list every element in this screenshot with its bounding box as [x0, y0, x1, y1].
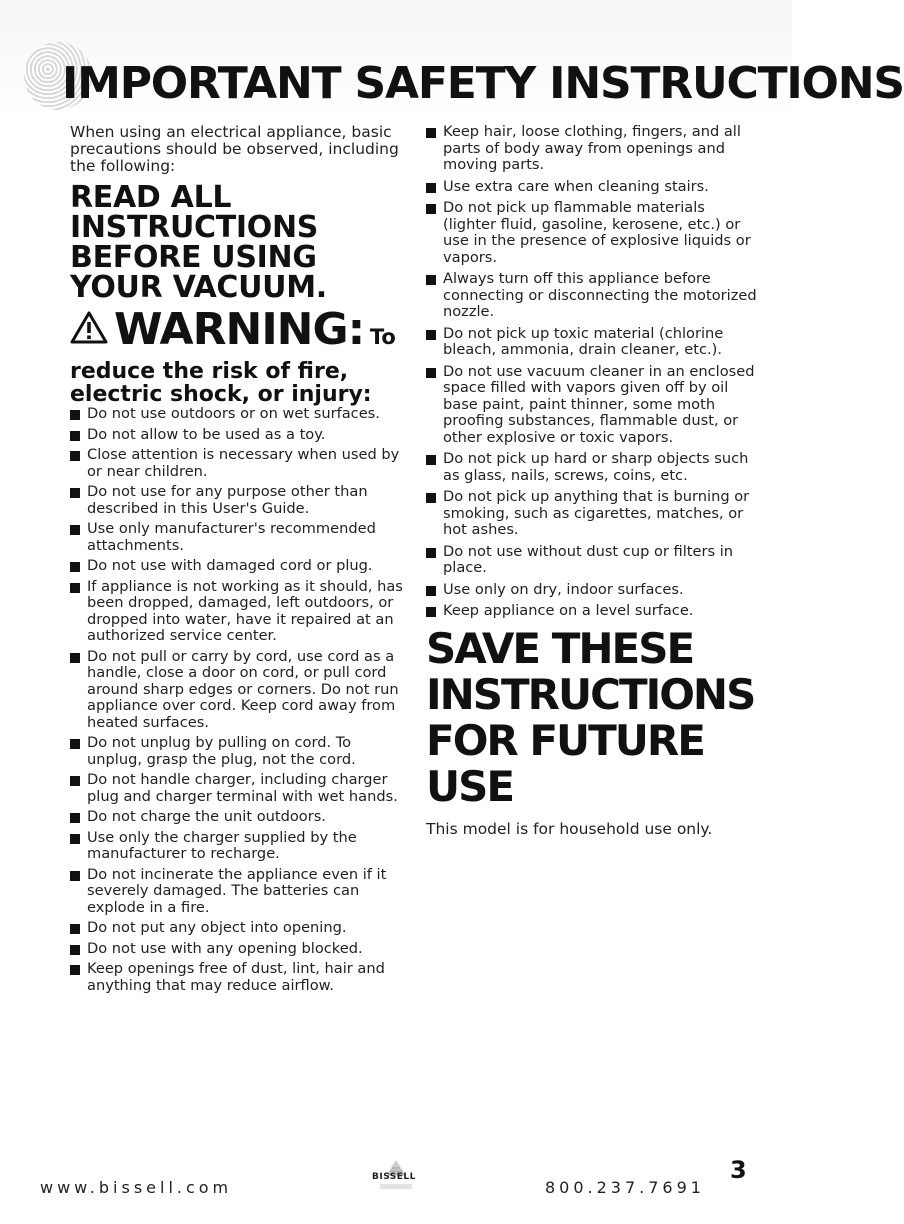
- bullet-square-icon: [426, 275, 436, 285]
- bullet-text: Do not put any object into opening.: [87, 919, 347, 936]
- bullet-square-icon: [70, 583, 80, 593]
- left-bullet-list: [70, 406, 408, 994]
- read-all-heading: READ ALL INSTRUCTIONS BEFORE USING YOUR VACUUM.: [70, 180, 327, 305]
- bullet-item: [426, 124, 762, 174]
- bullet-square-icon: [70, 834, 80, 844]
- bullet-square-icon: [70, 410, 80, 420]
- left-column: [70, 124, 408, 998]
- bullet-item: [70, 447, 408, 480]
- bullet-square-icon: [426, 607, 436, 617]
- bullet-square-icon: [70, 813, 80, 823]
- bullet-item: [426, 271, 762, 321]
- bullet-item: [70, 920, 408, 937]
- bullet-item: [70, 649, 408, 732]
- bullet-square-icon: [70, 965, 80, 975]
- bullet-item: [70, 406, 408, 423]
- bullet-text: If appliance is not working as it should, has been dropped, damaged, left outdoors, or dropped into water, have it repaired at an authorized service center.: [87, 577, 403, 644]
- bullet-item: [70, 735, 408, 768]
- bullet-text: Do not pick up hard or sharp objects such as glass, nails, screws, coins, etc.: [443, 450, 749, 484]
- warning-triangle-icon: [70, 310, 108, 360]
- bullet-square-icon: [70, 924, 80, 934]
- bullet-square-icon: [426, 493, 436, 503]
- warning-heading: [70, 304, 408, 360]
- bullet-square-icon: [70, 431, 80, 441]
- bullet-item: [70, 521, 408, 554]
- bullet-item: [426, 179, 762, 196]
- bullet-square-icon: [70, 871, 80, 881]
- intro-text: When using an electrical appliance, basic precautions should be observed, including the following:: [70, 123, 399, 175]
- bullet-text: Do not use without dust cup or filters in place.: [443, 542, 734, 576]
- bullet-square-icon: [426, 330, 436, 340]
- bullet-text: Do not pick up anything that is burning or smoking, such as cigarettes, matches, or hot ashes.: [443, 488, 750, 538]
- save-instructions-heading: SAVE THESE INSTRUCTIONS FOR FUTURE USE: [426, 623, 755, 811]
- footer-website: www.bissell.com: [40, 1178, 233, 1197]
- bullet-text: Do not use outdoors or on wet surfaces.: [87, 405, 380, 422]
- bullet-item: [426, 582, 762, 599]
- bullet-text: Do not use with any opening blocked.: [87, 939, 363, 957]
- bullet-item: [426, 489, 762, 539]
- bullet-square-icon: [70, 525, 80, 535]
- bullet-square-icon: [70, 945, 80, 955]
- bullet-item: [70, 558, 408, 575]
- household-note: This model is for household use only.: [426, 819, 713, 838]
- bullet-square-icon: [426, 586, 436, 596]
- bullet-text: Do not charge the unit outdoors.: [87, 808, 326, 825]
- bullet-text: Do not unplug by pulling on cord. To unplug, grasp the plug, not the cord.: [87, 734, 356, 768]
- bullet-item: [426, 364, 762, 447]
- bullet-text: Do not use vacuum cleaner in an enclosed space filled with vapors given off by oil base paint, paint thinner, some moth proofing substances, flammable dust, or other explosive or toxic vapors.: [443, 362, 755, 446]
- bullet-text: Do not use with damaged cord or plug.: [87, 557, 373, 574]
- footer-phone: 800.237.7691: [545, 1178, 705, 1197]
- bullet-item: [426, 603, 762, 620]
- bullet-text: Do not pick up toxic material (chlorine bleach, ammonia, drain cleaner, etc.).: [443, 324, 724, 358]
- bullet-item: [426, 326, 762, 359]
- bullet-text: Do not allow to be used as a toy.: [87, 425, 326, 443]
- bullet-item: [70, 579, 408, 645]
- bullet-text: Close attention is necessary when used by or near children.: [87, 446, 400, 480]
- bullet-square-icon: [70, 776, 80, 786]
- warning-word: WARNING:: [114, 304, 365, 355]
- bullet-text: Keep openings free of dust, lint, hair and anything that may reduce airflow.: [87, 960, 385, 994]
- logo-text: BISSELL: [372, 1172, 416, 1182]
- bullet-square-icon: [70, 562, 80, 572]
- bullet-item: [70, 830, 408, 863]
- bullet-text: Use only manufacturer's recommended attachments.: [87, 520, 376, 554]
- page-number: 3: [730, 1156, 747, 1184]
- bullet-square-icon: [426, 204, 436, 214]
- bullet-text: Always turn off this appliance before connecting or disconnecting the motorized nozzle.: [443, 270, 757, 320]
- bullet-item: [70, 809, 408, 826]
- bullet-text: Use extra care when cleaning stairs.: [443, 177, 709, 195]
- bullet-text: Do not incinerate the appliance even if it severely damaged. The batteries can explode in a fire.: [87, 865, 387, 916]
- bullet-text: Do not use for any purpose other than described in this User's Guide.: [87, 483, 368, 517]
- bullet-text: Keep appliance on a level surface.: [443, 602, 694, 619]
- bullet-text: Do not pull or carry by cord, use cord as a handle, close a door on cord, or pull cord around sharp edges or corners. Do not run appliance over cord. Keep cord away from heated surfaces.: [87, 647, 399, 731]
- bullet-square-icon: [70, 451, 80, 461]
- bullet-square-icon: [70, 739, 80, 749]
- bullet-square-icon: [426, 128, 436, 138]
- bullet-square-icon: [70, 488, 80, 498]
- bullet-square-icon: [426, 368, 436, 378]
- bullet-item: [70, 941, 408, 958]
- bullet-item: [70, 867, 408, 917]
- right-column: [426, 124, 762, 838]
- page-title: IMPORTANT SAFETY INSTRUCTIONS: [62, 58, 904, 109]
- bullet-item: [426, 200, 762, 266]
- bullet-square-icon: [70, 653, 80, 663]
- bullet-square-icon: [426, 455, 436, 465]
- bullet-square-icon: [426, 548, 436, 558]
- bullet-text: Use only on dry, indoor surfaces.: [443, 580, 684, 598]
- bullet-text: Do not handle charger, including charger plug and charger terminal with wet hands.: [87, 771, 398, 805]
- bullet-item: [70, 961, 408, 994]
- bullet-item: [426, 544, 762, 577]
- warning-to: To: [369, 325, 396, 349]
- warning-subtitle: reduce the risk of fire, electric shock, or injury:: [70, 359, 372, 407]
- bullet-text: Do not pick up flammable materials (lighter fluid, gasoline, kerosene, etc.) or use in the presence of explosive liquids or vapors.: [443, 199, 751, 266]
- bullet-text: Keep hair, loose clothing, fingers, and all parts of body away from openings and moving parts.: [443, 123, 741, 173]
- bullet-item: [70, 484, 408, 517]
- bullet-text: Use only the charger supplied by the manufacturer to recharge.: [87, 828, 357, 862]
- right-bullet-list: [426, 124, 762, 620]
- bullet-item: [426, 451, 762, 484]
- bullet-item: [70, 427, 408, 444]
- bullet-item: [70, 772, 408, 805]
- bullet-square-icon: [426, 183, 436, 193]
